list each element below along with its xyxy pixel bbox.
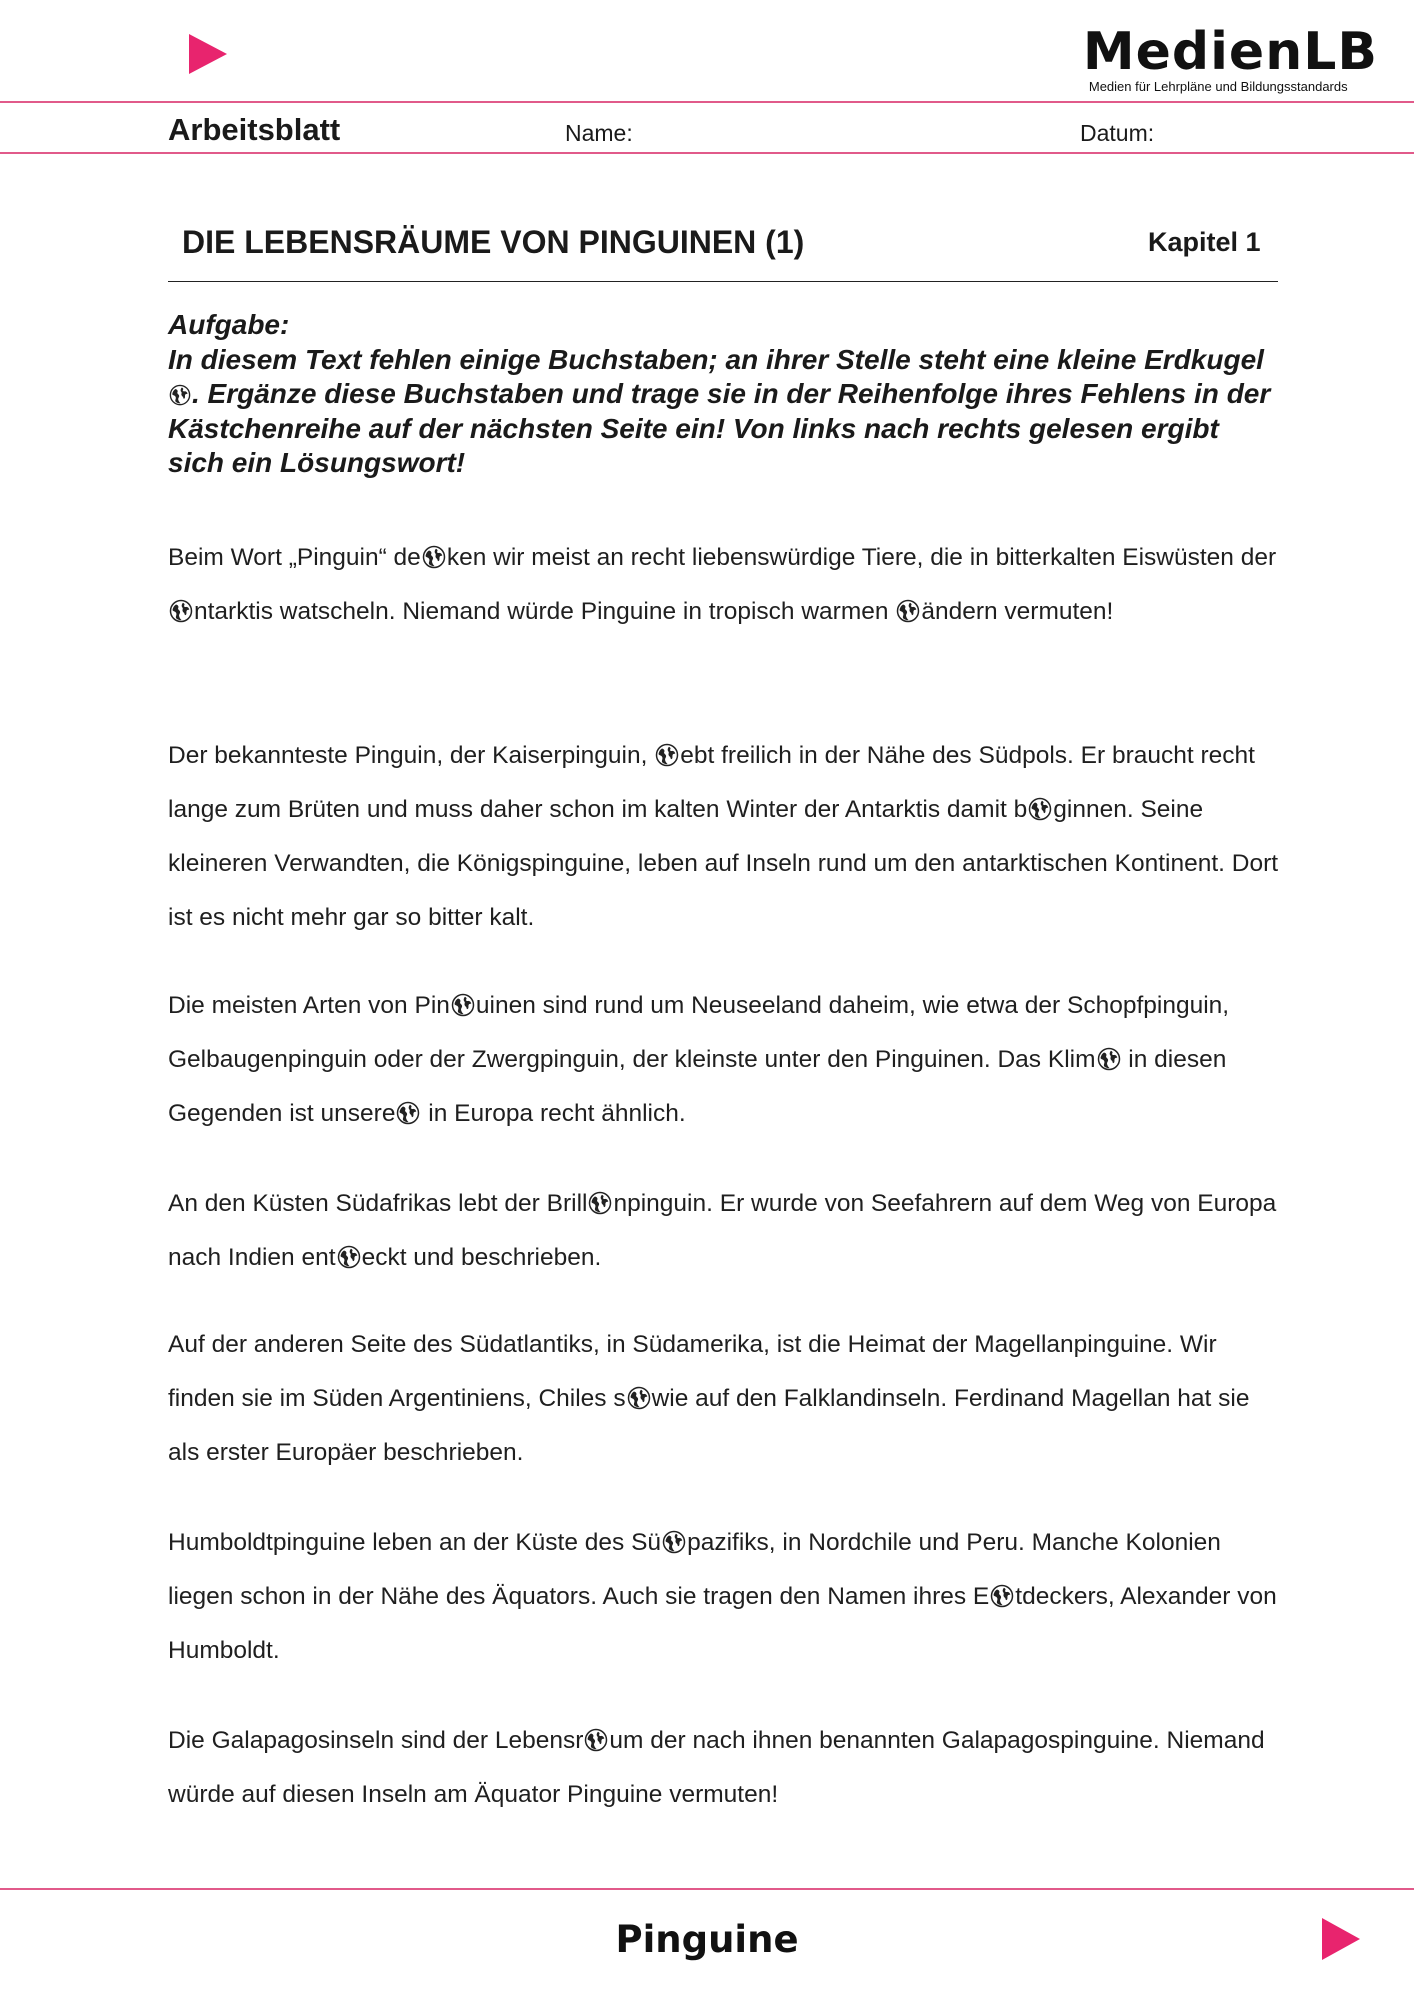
globe-icon bbox=[588, 1181, 612, 1205]
globe-icon bbox=[169, 589, 193, 613]
paragraph-text-segment: tdeckers, Alexander von Humboldt. bbox=[168, 1583, 1277, 1664]
brand-tagline: Medien für Lehrpläne und Bildungsstandards bbox=[1088, 79, 1348, 94]
paragraph-text-segment: ebt freilich in der Nähe des Südpols. Er braucht recht lange zum Brüten und muss daher schon im kalten Winter der Antarktis damit b bbox=[168, 742, 1255, 823]
paragraph-text-segment: ntarktis watscheln. Niemand würde Pinguine in tropisch warmen bbox=[194, 598, 896, 625]
name-label: Name: bbox=[565, 120, 633, 146]
paragraph-text-segment: in Europa recht ähnlich. bbox=[421, 1100, 686, 1127]
play-triangle-icon bbox=[1322, 1918, 1360, 1960]
globe-icon bbox=[396, 1091, 420, 1115]
paragraph-text-segment: Beim Wort „Pinguin“ de bbox=[168, 544, 421, 571]
paragraph-1 bbox=[168, 531, 1283, 639]
header-rule-top bbox=[0, 101, 1414, 103]
paragraph-text-segment: npinguin. Er wurde von Seefahrern auf dem Weg von Europa nach Indien ent bbox=[168, 1190, 1277, 1271]
paragraph-7 bbox=[168, 1714, 1283, 1822]
globe-icon bbox=[655, 733, 679, 757]
task-text-part-2: . Ergänze diese Buchstaben und trage sie in der Reihenfolge ihres Fehlens in der Kästchenreihe auf der nächsten Seite ein! Von links nach rechts gelesen ergibt sich ein Lösungswort! bbox=[168, 378, 1271, 478]
globe-icon bbox=[1028, 787, 1052, 811]
play-triangle-icon bbox=[189, 34, 227, 74]
paragraph-text-segment: Humboldtpinguine leben an der Küste des Sü bbox=[168, 1529, 662, 1556]
globe-icon bbox=[169, 380, 191, 402]
paragraph-text-segment: Auf der anderen Seite des Südatlantiks, in Südamerika, ist die Heimat der Magellanpinguine. Wir finden sie im Süden Argentiniens, Chiles s bbox=[168, 1331, 1217, 1412]
paragraph-4 bbox=[168, 1177, 1283, 1285]
paragraph-text-segment: wie auf den Falklandinseln. Ferdinand Magellan hat sie als erster Europäer beschrieben. bbox=[168, 1385, 1250, 1466]
footer-rule bbox=[0, 1888, 1414, 1890]
footer-title: Pinguine bbox=[615, 1918, 799, 1961]
paragraph-text-segment: ändern vermuten! bbox=[921, 598, 1114, 625]
globe-icon bbox=[627, 1376, 651, 1400]
task-instructions bbox=[168, 308, 1278, 481]
task-heading: Aufgabe: bbox=[168, 309, 290, 340]
paragraph-3 bbox=[168, 979, 1283, 1141]
globe-icon bbox=[451, 983, 475, 1007]
globe-icon bbox=[896, 589, 920, 613]
brand-logo bbox=[1082, 22, 1378, 94]
brand-name: MedienLB bbox=[1082, 22, 1378, 82]
title-divider bbox=[168, 281, 1278, 282]
globe-icon bbox=[662, 1520, 686, 1544]
paragraph-text-segment: in diesen Gegenden ist unsere bbox=[168, 1046, 1227, 1127]
paragraph-text-segment: uinen sind rund um Neuseeland daheim, wie etwa der Schopfpinguin, Gelbaugenpinguin oder der Zwergpinguin, der kleinste unter den Pinguinen. Das Klim bbox=[168, 992, 1230, 1073]
paragraph-text-segment: pazifiks, in Nordchile und Peru. Manche Kolonien liegen schon in der Nähe des Äquators. Auch sie tragen den Namen ihres E bbox=[168, 1529, 1221, 1610]
globe-icon bbox=[584, 1718, 608, 1742]
paragraph-text-segment: eckt und beschrieben. bbox=[361, 1244, 602, 1271]
paragraph-5 bbox=[168, 1318, 1283, 1480]
globe-icon bbox=[1097, 1037, 1121, 1061]
paragraph-text-segment: um der nach ihnen benannten Galapagospinguine. Niemand würde auf diesen Inseln am Äquator Pinguine vermuten! bbox=[168, 1727, 1265, 1808]
page-title: DIE LEBENSRÄUME VON PINGUINEN (1) bbox=[182, 224, 805, 260]
chapter-label: Kapitel 1 bbox=[1148, 227, 1261, 257]
paragraph-text-segment: Der bekannteste Pinguin, der Kaiserpinguin, bbox=[168, 742, 655, 769]
globe-icon bbox=[422, 535, 446, 559]
paragraph-text-segment: Die Galapagosinseln sind der Lebensr bbox=[168, 1727, 584, 1754]
task-text bbox=[168, 343, 1278, 481]
globe-icon bbox=[990, 1574, 1014, 1598]
paragraph-text-segment: ginnen. Seine kleineren Verwandten, die Königspinguine, leben auf Inseln rund um den antarktischen Kontinent. Dort ist es nicht mehr gar so bitter kalt. bbox=[168, 796, 1279, 931]
paragraph-2 bbox=[168, 729, 1283, 945]
paragraph-text-segment: ken wir meist an recht liebenswürdige Tiere, die in bitterkalten Eiswüsten der bbox=[446, 544, 1277, 571]
task-text-part-1: In diesem Text fehlen einige Buchstaben; an ihrer Stelle steht eine kleine Erdkugel bbox=[168, 343, 1264, 375]
globe-icon bbox=[337, 1235, 361, 1259]
paragraph-text-segment: Die meisten Arten von Pin bbox=[168, 992, 450, 1019]
header-rule-bottom bbox=[0, 152, 1414, 154]
paragraph-6 bbox=[168, 1516, 1283, 1678]
date-label: Datum: bbox=[1080, 120, 1155, 146]
paragraph-text-segment: An den Küsten Südafrikas lebt der Brill bbox=[168, 1190, 588, 1217]
sheet-label: Arbeitsblatt bbox=[168, 112, 341, 147]
